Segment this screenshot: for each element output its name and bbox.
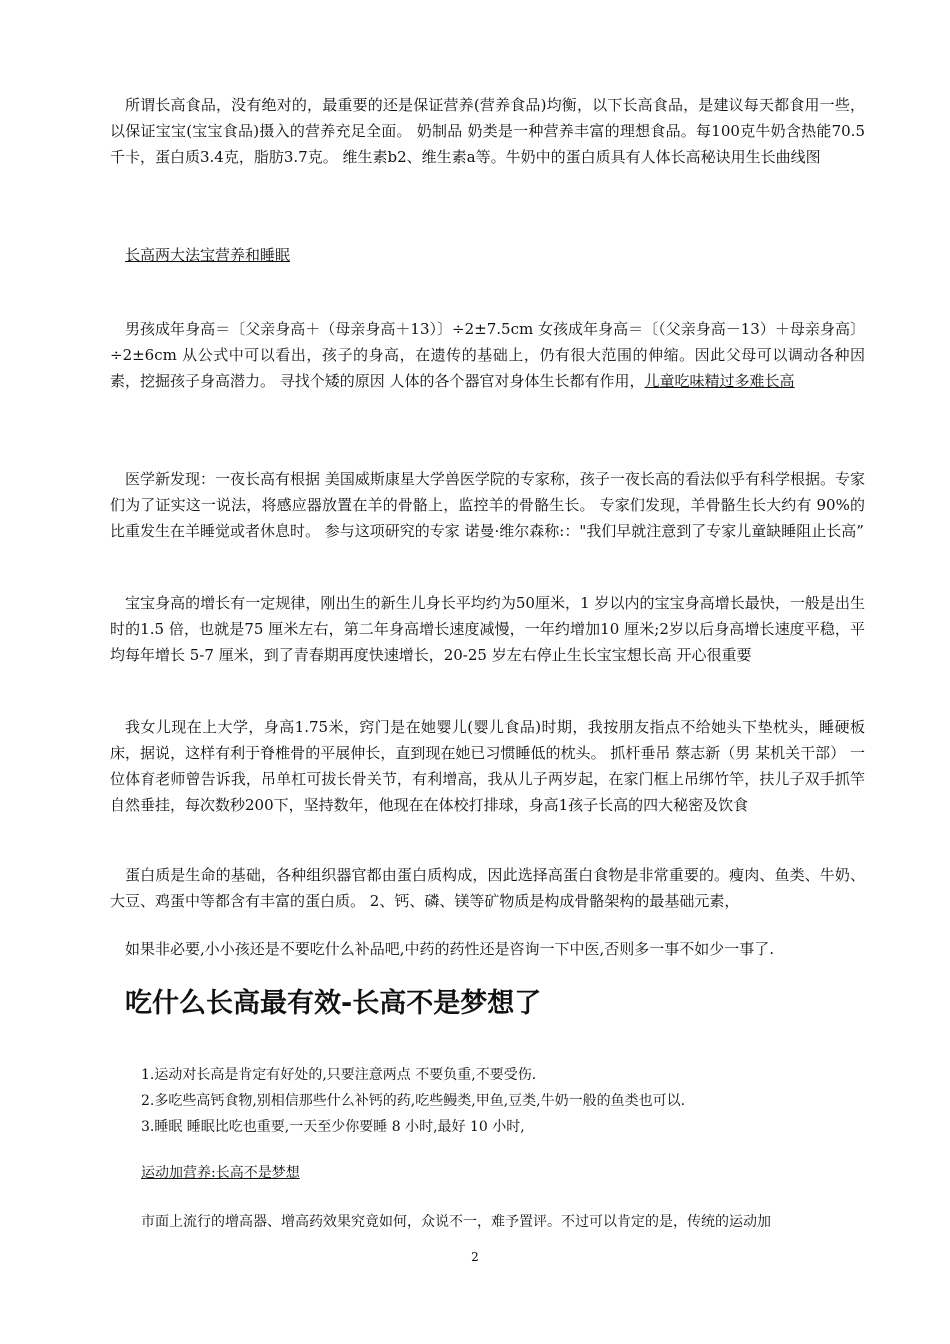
list-item: 2.多吃些高钙食物,别相信那些什么补钙的药,吃些鳗类,甲鱼,豆类,牛奶一般的鱼类也可以.	[141, 1093, 686, 1109]
link-exercise-nutrition[interactable]: 运动加营养:长高不是梦想	[141, 1165, 300, 1181]
paragraph-sleep-research: 医学新发现：一夜长高有根据 美国威斯康星大学兽医学院的专家称，孩子一夜长高的看法似乎有科学根据。专家们为了证实这一说法，将感应器放置在羊的骨骼上，监控羊的骨骼生长。 专家们发现，羊骨骼生长大约有 90%的比重发生在羊睡觉或者休息时。 参与这项研究的专家 诺曼·维尔森称:："我们早就注意到了专家儿童缺睡阻止长高”	[110, 470, 865, 540]
list-item: 1.运动对长高是肯定有好处的,只要注意两点 不要负重,不要受伤.	[141, 1067, 537, 1083]
list-item: 3.睡眠 睡眠比吃也重要,一天至少你要睡 8 小时,最好 10 小时,	[141, 1119, 525, 1135]
paragraph-nutrition-foods: 所谓长高食品，没有绝对的，最重要的还是保证营养(营养食品)均衡，以下长高食品，是建议每天都食用一些，以保证宝宝(宝宝食品)摄入的营养充足全面。 奶制品 奶类是一种营养丰富的理想食品。每100克牛奶含热能70.5千卡，蛋白质3.4克，脂肪3.7克。 维生素b2、维生素a等。牛奶中的蛋白质具有人体长高秘诀用生长曲线图	[110, 96, 865, 166]
paragraph-height-formula-text: 男孩成年身高＝〔父亲身高＋（母亲身高＋13）〕÷2±7.5cm 女孩成年身高＝〔（父亲身高－13）＋母亲身高〕÷2±6cm 从公式中可以看出，孩子的身高，在遗传的基础上，仍有很大范围的伸缩。因此父母可以调动各种因素，挖掘孩子身高潜力。 寻找个矮的原因 人体的各个器官对身体生长都有作用，	[110, 320, 865, 390]
paragraph-protein: 蛋白质是生命的基础，各种组织器官都由蛋白质构成，因此选择高蛋白食物是非常重要的。瘦肉、鱼类、牛奶、大豆、鸡蛋中等都含有丰富的蛋白质。 2、钙、磷、镁等矿物质是构成骨骼架构的最基础元素，	[110, 866, 865, 910]
link-nutrition-sleep[interactable]: 长高两大法宝营养和睡眠	[125, 246, 291, 264]
paragraph-market-products: 市面上流行的增高器、增高药效果究竟如何，众说不一，难予置评。不过可以肯定的是，传统的运动加	[141, 1214, 771, 1230]
link-msg-children[interactable]: 儿童吃味精过多难长高	[644, 372, 795, 390]
section-heading: 吃什么长高最有效-长高不是梦想了	[125, 988, 542, 1019]
paragraph-height-formula	[110, 316, 865, 394]
page-number: 2	[471, 1250, 479, 1264]
paragraph-baby-growth: 宝宝身高的增长有一定规律，刚出生的新生儿身长平均约为50厘米，1 岁以内的宝宝身高增长最快，一般是出生时的1.5 倍，也就是75 厘米左右，第二年身高增长速度减慢，一年约增加10 厘米;2岁以后身高增长速度平稳，平均每年增长 5-7 厘米，到了青春期再度快速增长，20-25 岁左右停止生长宝宝想长高 开心很重要	[110, 594, 865, 664]
paragraph-supplements: 如果非必要,小小孩还是不要吃什么补品吧,中药的药性还是咨询一下中医,否则多一事不如少一事了.	[125, 940, 775, 958]
paragraph-daughter-story: 我女儿现在上大学，身高1.75米，窍门是在她婴儿(婴儿食品)时期，我按朋友指点不给她头下垫枕头，睡硬板床，据说，这样有利于脊椎骨的平展伸长，直到现在她已习惯睡低的枕头。 抓杆垂吊 蔡志新（男 某机关干部） 一位体育老师曾告诉我，吊单杠可拔长骨关节，有利增高，我从儿子两岁起，在家门框上吊绑竹竿，扶儿子双手抓竿自然垂挂，每次数秒200下，坚持数年，他现在在体校打排球，身高1孩子长高的四大秘密及饮食	[110, 718, 865, 814]
tips-list	[141, 1062, 685, 1140]
